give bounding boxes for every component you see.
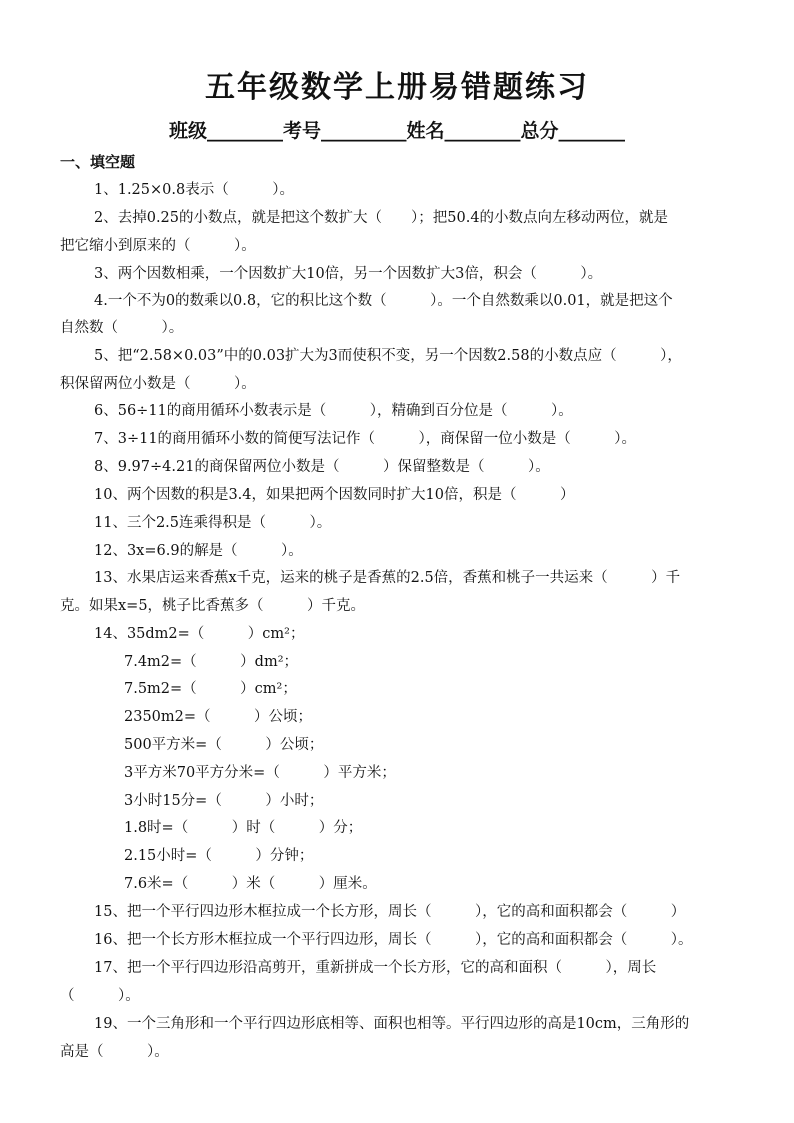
question-13-line-2: 克。如果x=5，桃子比香蕉多（ ）千克。 [60, 598, 366, 614]
question-15: 15、把一个平行四边形木框拉成一个长方形，周长（ ），它的高和面积都会（ ） [94, 904, 686, 920]
question-1: 1、1.25×0.8表示（ ）。 [94, 182, 294, 198]
question-10: 10、两个因数的积是3.4，如果把两个因数同时扩大10倍，积是（ ） [94, 487, 575, 503]
question-17-line-1: 17、把一个平行四边形沿高剪开，重新拼成一个长方形，它的高和面积（ ），周长 [94, 960, 657, 976]
question-3: 3、两个因数相乘，一个因数扩大10倍，另一个因数扩大3倍，积会（ ）。 [94, 266, 603, 282]
question-19-line-1: 19、一个三角形和一个平行四边形底相等、面积也相等。平行四边形的高是10cm，三角形的 [94, 1016, 690, 1032]
question-14-item: 3平方米70平方分米=（ ）平方米； [124, 765, 396, 781]
question-16: 16、把一个长方形木框拉成一个平行四边形，周长（ ），它的高和面积都会（ ）。 [94, 932, 693, 948]
question-14-item: 500平方米=（ ）公顷； [124, 737, 324, 753]
question-2-line-1: 2、去掉0.25的小数点，就是把这个数扩大（ ）；把50.4的小数点向左移动两位，就是 [94, 210, 669, 226]
question-12: 12、3x=6.9的解是（ ）。 [94, 543, 303, 559]
question-17-line-2: （ ）。 [60, 988, 140, 1004]
question-14-item: 7.6米=（ ）米（ ）厘米。 [124, 876, 377, 892]
page-title: 五年级数学上册易错题练习 [205, 70, 589, 105]
question-4-line-1: 4.一个不为0的数乘以0.8，它的积比这个数（ ）。一个自然数乘以0.01，就是把这个 [94, 293, 673, 309]
question-14-item: 7.4m2=（ ）dm²； [124, 654, 299, 670]
question-6: 6、56÷11的商用循环小数表示是（ ），精确到百分位是（ ）。 [94, 403, 573, 419]
question-14-item: 2350m2=（ ）公顷； [124, 709, 313, 725]
question-14-item: 1.8时=（ ）时（ ）分； [124, 820, 363, 836]
question-4-line-2: 自然数（ ）。 [60, 320, 184, 336]
question-13-line-1: 13、水果店运来香蕉x千克，运来的桃子是香蕉的2.5倍，香蕉和桃子一共运来（ ）千 [94, 570, 681, 586]
question-14-item: 2.15小时=（ ）分钟； [124, 848, 314, 864]
question-14-item: 14、35dm2=（ ）cm²； [94, 626, 305, 642]
section-heading: 一、填空题 [60, 153, 136, 171]
question-5-line-1: 5、把“2.58×0.03”中的0.03扩大为3而使积不变，另一个因数2.58的小数点应（ ）， [94, 348, 682, 364]
question-2-line-2: 把它缩小到原来的（ ）。 [60, 238, 256, 254]
question-5-line-2: 积保留两位小数是（ ）。 [60, 376, 256, 392]
question-7: 7、3÷11的商用循环小数的简便写法记作（ ），商保留一位小数是（ ）。 [94, 431, 637, 447]
question-19-line-2: 高是（ ）。 [60, 1044, 169, 1060]
student-info-line: 班级________考号_________姓名________总分_______ [168, 120, 625, 142]
question-14-item: 3小时15分=（ ）小时； [124, 793, 324, 809]
question-11: 11、三个2.5连乘得积是（ ）。 [94, 515, 332, 531]
question-14-item: 7.5m2=（ ）cm²； [124, 681, 297, 697]
question-8: 8、9.97÷4.21的商保留两位小数是（ ）保留整数是（ ）。 [94, 459, 550, 475]
